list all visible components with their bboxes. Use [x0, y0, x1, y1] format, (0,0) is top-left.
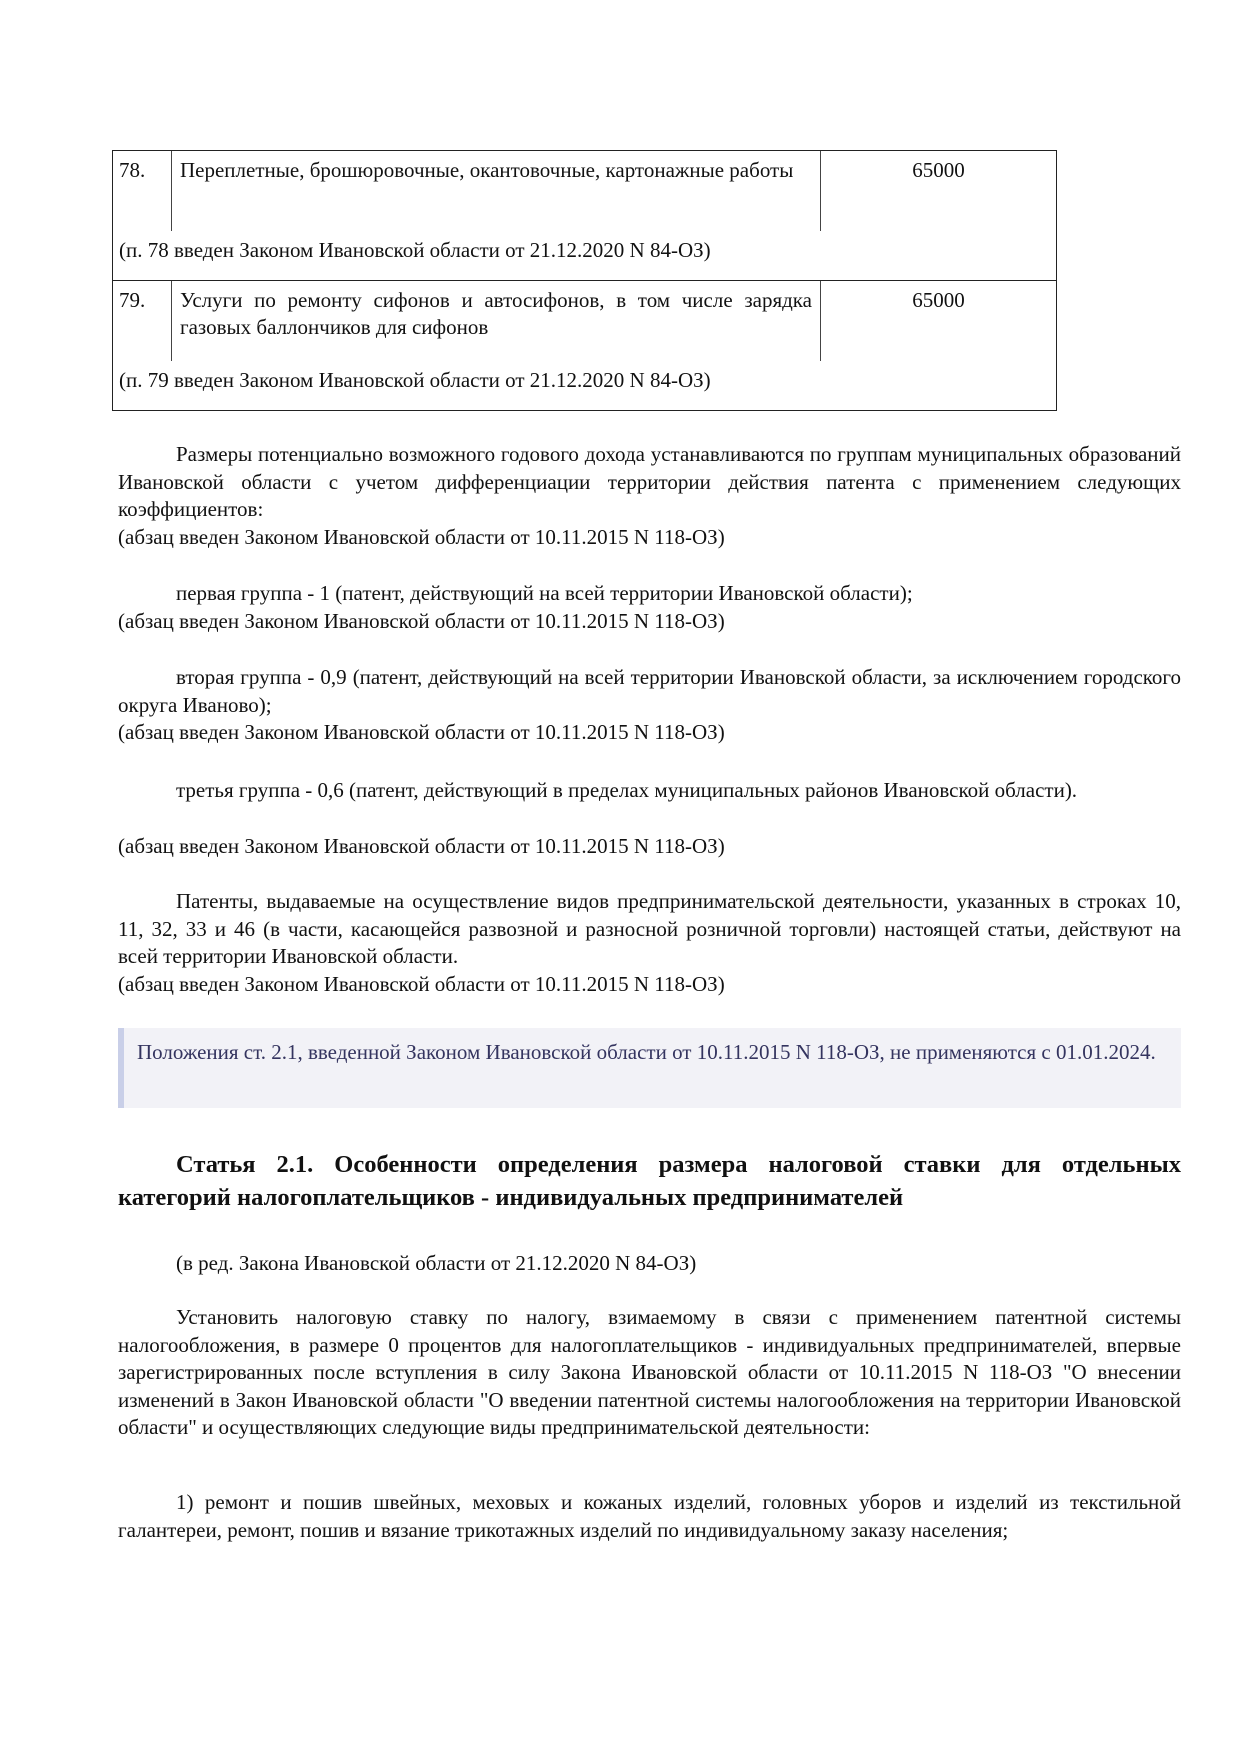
paragraph-sizes-intro: Размеры потенциально возможного годового дохода устанавливаются по группам муниципальных образований Ивановской области с учетом дифференциации территории действия патента с применением следующих коэффициентов: — [118, 442, 1181, 521]
article-item-1: 1) ремонт и пошив швейных, меховых и кожаных изделий, головных уборов и изделий из текстильной галантереи, ремонт, пошив и вязание трикотажных изделий по индивидуальному заказу населения; — [118, 1490, 1181, 1542]
paragraph-note: (абзац введен Законом Ивановской области от 10.11.2015 N 118-ОЗ) — [118, 609, 725, 633]
row-note: (п. 79 введен Законом Ивановской области от 21.12.2020 N 84-ОЗ) — [119, 368, 711, 392]
paragraph-note: (абзац введен Законом Ивановской области от 10.11.2015 N 118-ОЗ) — [118, 834, 725, 858]
table-row — [113, 151, 1056, 280]
article-body: Установить налоговую ставку по налогу, взимаемому в связи с применением патентной системы налогообложения, в размере 0 процентов для налогоплательщиков - индивидуальных предпринимателей, впервые зарегистрированных после вступления в силу Закона Ивановской области от 10.11.2015 N 118-ОЗ "О внесении изменений в Закон Ивановской области "О введении патентной системы налогообложения на территории Ивановской области" и осуществляющих следующие виды предпринимательской деятельности: — [118, 1305, 1181, 1439]
row-value: 65000 — [912, 288, 965, 312]
row-description: Переплетные, брошюровочные, окантовочные, картонажные работы — [171, 151, 821, 231]
article-revision: (в ред. Закона Ивановской области от 21.12.2020 N 84-ОЗ) — [176, 1251, 697, 1275]
income-table — [112, 150, 1057, 411]
paragraph-group-2: вторая группа - 0,9 (патент, действующий на всей территории Ивановской области, за исключением городского округа Иваново); — [118, 665, 1181, 717]
row-note: (п. 78 введен Законом Ивановской области от 21.12.2020 N 84-ОЗ) — [119, 238, 711, 262]
paragraph-patents: Патенты, выдаваемые на осуществление видов предпринимательской деятельности, указанных в строках 10, 11, 32, 33 и 46 (в части, касающейся развозной и разносной розничной торговли) настоящей статьи, действуют на всей территории Ивановской области. — [118, 889, 1181, 968]
row-number: 79. — [119, 288, 146, 312]
row-value: 65000 — [912, 158, 965, 182]
article-title: Статья 2.1. Особенности определения размера налоговой ставки для отдельных категорий налогоплательщиков - индивидуальных предпринимателей — [118, 1151, 1181, 1211]
row-number: 78. — [119, 158, 146, 182]
paragraph-group-3: третья группа - 0,6 (патент, действующий в пределах муниципальных районов Ивановской области). — [176, 778, 1078, 802]
paragraph-note: (абзац введен Законом Ивановской области от 10.11.2015 N 118-ОЗ) — [118, 525, 725, 549]
row-description: Услуги по ремонту сифонов и автосифонов, в том числе зарядка газовых баллончиков для сифонов — [171, 281, 821, 361]
table-row — [113, 280, 1056, 410]
paragraph-note: (абзац введен Законом Ивановской области от 10.11.2015 N 118-ОЗ) — [118, 972, 725, 996]
notice-box: Положения ст. 2.1, введенной Законом Ивановской области от 10.11.2015 N 118-ОЗ, не применяются с 01.01.2024. — [118, 1028, 1181, 1108]
paragraph-note: (абзац введен Законом Ивановской области от 10.11.2015 N 118-ОЗ) — [118, 720, 725, 744]
paragraph-group-1: первая группа - 1 (патент, действующий на всей территории Ивановской области); — [176, 581, 913, 605]
